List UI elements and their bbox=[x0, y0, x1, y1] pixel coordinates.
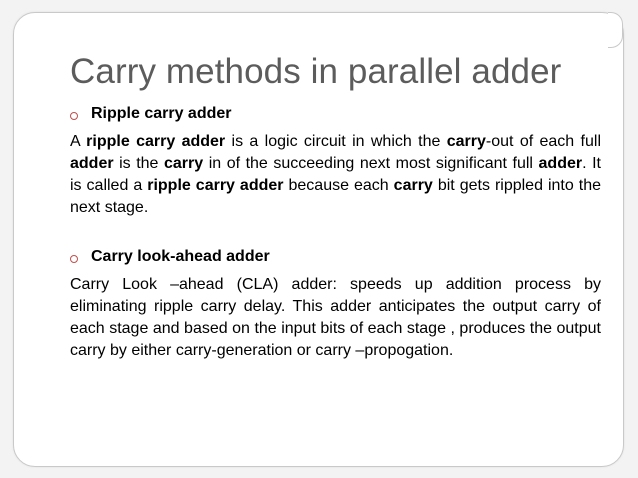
hollow-circle-icon bbox=[70, 255, 78, 263]
text-run: is a logic circuit in which the bbox=[225, 133, 447, 150]
bold-text-run: carry bbox=[164, 155, 204, 172]
slide-title: Carry methods in parallel adder bbox=[70, 52, 562, 91]
bold-text-run: adder bbox=[70, 155, 114, 172]
text-run: Carry Look –ahead (CLA) adder: speeds up addition process by eliminating ripple carry delay. This adder anticipates the output carry of each stage and based on the input bits of each stage , produces the output carry by either carry-generation or carry –propogation. bbox=[70, 276, 601, 359]
text-run: is the bbox=[113, 155, 164, 172]
carry-look-ahead-paragraph bbox=[70, 274, 601, 362]
bold-text-run: ripple carry adder bbox=[86, 133, 226, 150]
text-run: because each bbox=[283, 177, 394, 194]
bold-text-run: carry bbox=[393, 177, 433, 194]
bold-text-run: carry bbox=[446, 133, 486, 150]
bullet-ripple-carry-adder bbox=[70, 105, 232, 123]
bullet-heading: Ripple carry adder bbox=[91, 105, 232, 122]
hollow-circle-icon bbox=[70, 112, 78, 120]
text-run: A bbox=[70, 133, 87, 150]
bold-text-run: adder bbox=[538, 155, 583, 172]
bullet-heading: Carry look-ahead adder bbox=[91, 248, 270, 265]
ripple-carry-paragraph bbox=[70, 131, 601, 219]
bold-text-run: ripple carry adder bbox=[147, 177, 284, 194]
text-run: bit gets rippled into the next stage. bbox=[70, 177, 601, 216]
slide-frame-tab bbox=[608, 12, 623, 48]
text-run: . It is called a bbox=[70, 155, 601, 194]
text-run: in of the succeeding next most significant full bbox=[203, 155, 539, 172]
bullet-carry-look-ahead-adder bbox=[70, 248, 270, 266]
text-run: -out of each full bbox=[485, 133, 602, 150]
